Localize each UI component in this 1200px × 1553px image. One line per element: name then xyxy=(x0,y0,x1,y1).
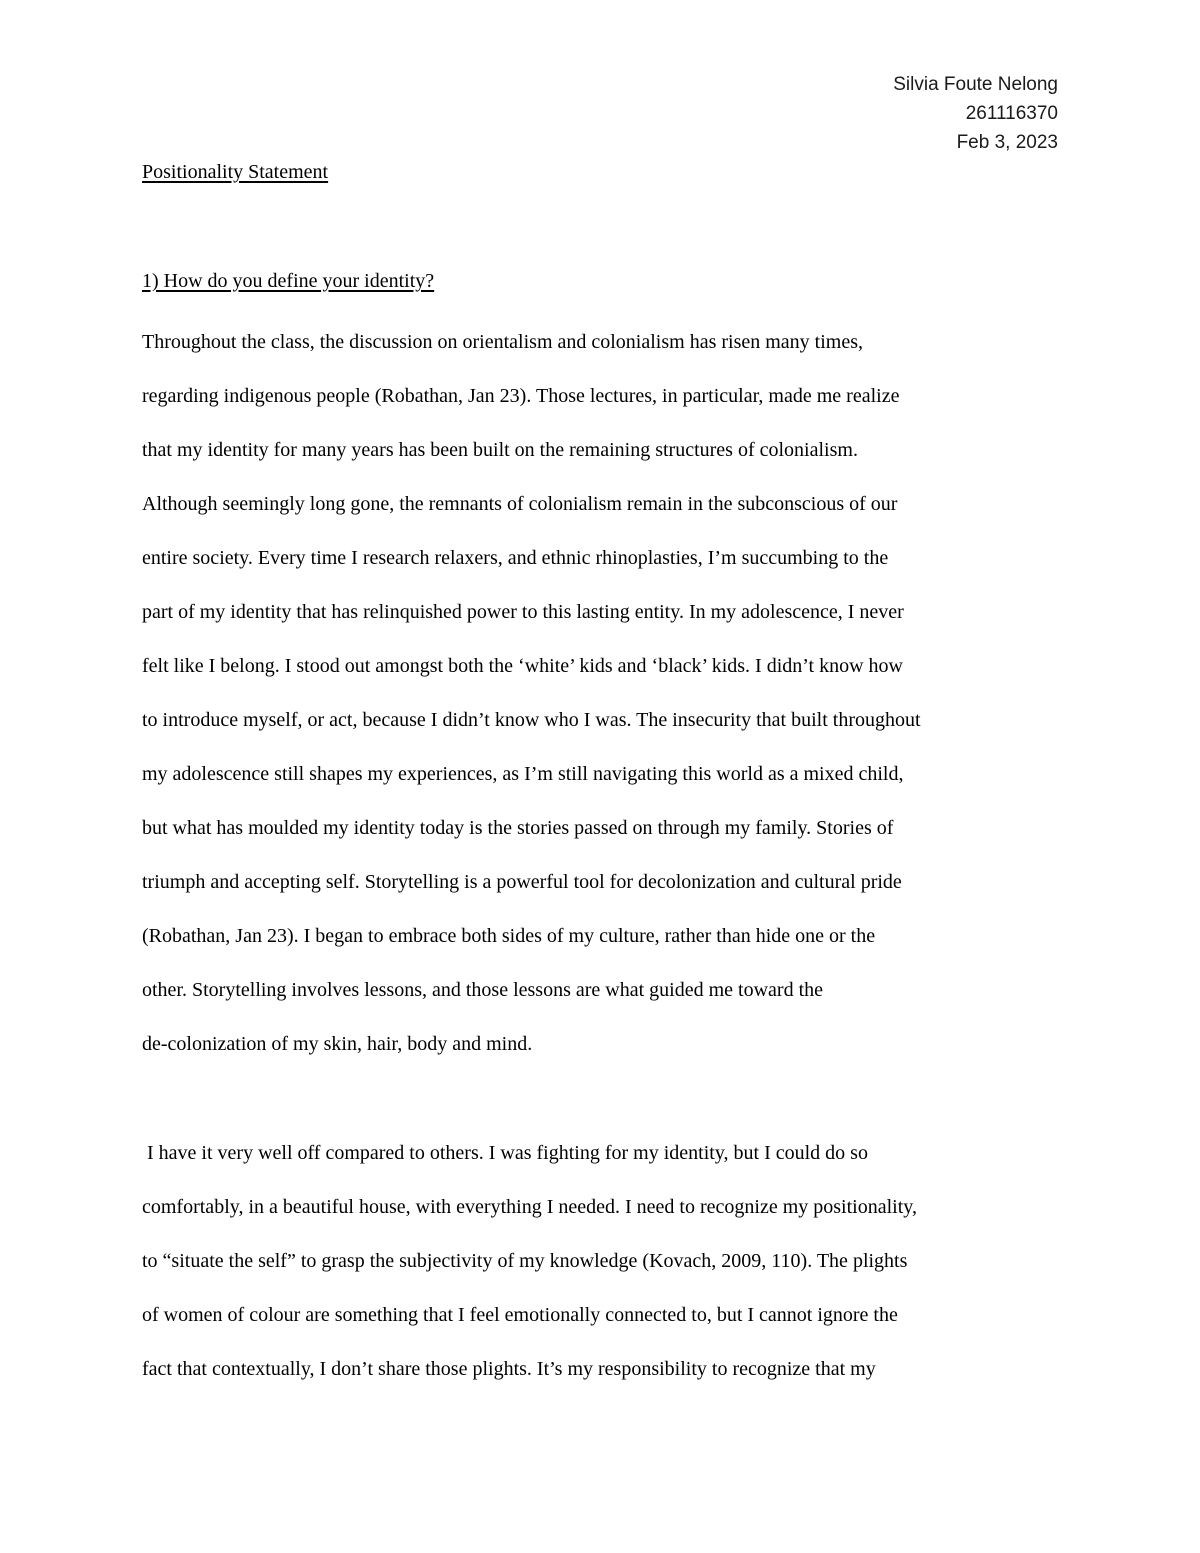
text-line: comfortably, in a beautiful house, with everything I needed. I need to recognize my positionality, xyxy=(142,1196,917,1218)
text-line: felt like I belong. I stood out amongst both the ‘white’ kids and ‘black’ kids. I didn’t know how xyxy=(142,655,903,677)
author-name: Silvia Foute Nelong xyxy=(893,74,1058,95)
document-date: Feb 3, 2023 xyxy=(956,132,1058,153)
text-line: to “situate the self” to grasp the subjectivity of my knowledge (Kovach, 2009, 110). The plights xyxy=(142,1250,908,1272)
document-title: Positionality Statement xyxy=(142,161,329,183)
text-line: to introduce myself, or act, because I didn’t know who I was. The insecurity that built throughout xyxy=(142,709,921,731)
text-line: regarding indigenous people (Robathan, Jan 23). Those lectures, in particular, made me realize xyxy=(142,385,900,407)
text-line: of women of colour are something that I feel emotionally connected to, but I cannot ignore the xyxy=(142,1304,898,1326)
text-line: my adolescence still shapes my experiences, as I’m still navigating this world as a mixed child, xyxy=(142,763,904,785)
text-line: I have it very well off compared to others. I was fighting for my identity, but I could do so xyxy=(142,1142,868,1164)
student-id: 261116370 xyxy=(965,103,1058,124)
text-line: entire society. Every time I research relaxers, and ethnic rhinoplasties, I’m succumbing to the xyxy=(142,547,889,569)
text-line: triumph and accepting self. Storytelling is a powerful tool for decolonization and cultural pride xyxy=(142,871,902,893)
text-line: Throughout the class, the discussion on orientalism and colonialism has risen many times, xyxy=(142,331,863,353)
text-line: part of my identity that has relinquished power to this lasting entity. In my adolescence, I never xyxy=(142,601,904,623)
text-line: that my identity for many years has been built on the remaining structures of colonialism. xyxy=(142,439,858,461)
paragraph-1 xyxy=(142,315,921,1071)
text-line: other. Storytelling involves lessons, and those lessons are what guided me toward the xyxy=(142,979,823,1001)
text-line: (Robathan, Jan 23). I began to embrace both sides of my culture, rather than hide one or the xyxy=(142,925,876,947)
text-line: fact that contextually, I don’t share those plights. It’s my responsibility to recognize that my xyxy=(142,1358,876,1380)
text-line: de-colonization of my skin, hair, body and mind. xyxy=(142,1033,533,1055)
question-heading: 1) How do you define your identity? xyxy=(142,270,435,292)
author-header xyxy=(893,70,1058,157)
text-line: Although seemingly long gone, the remnants of colonialism remain in the subconscious of our xyxy=(142,493,898,515)
text-line: but what has moulded my identity today is the stories passed on through my family. Stories of xyxy=(142,817,894,839)
paragraph-2 xyxy=(142,1126,917,1396)
